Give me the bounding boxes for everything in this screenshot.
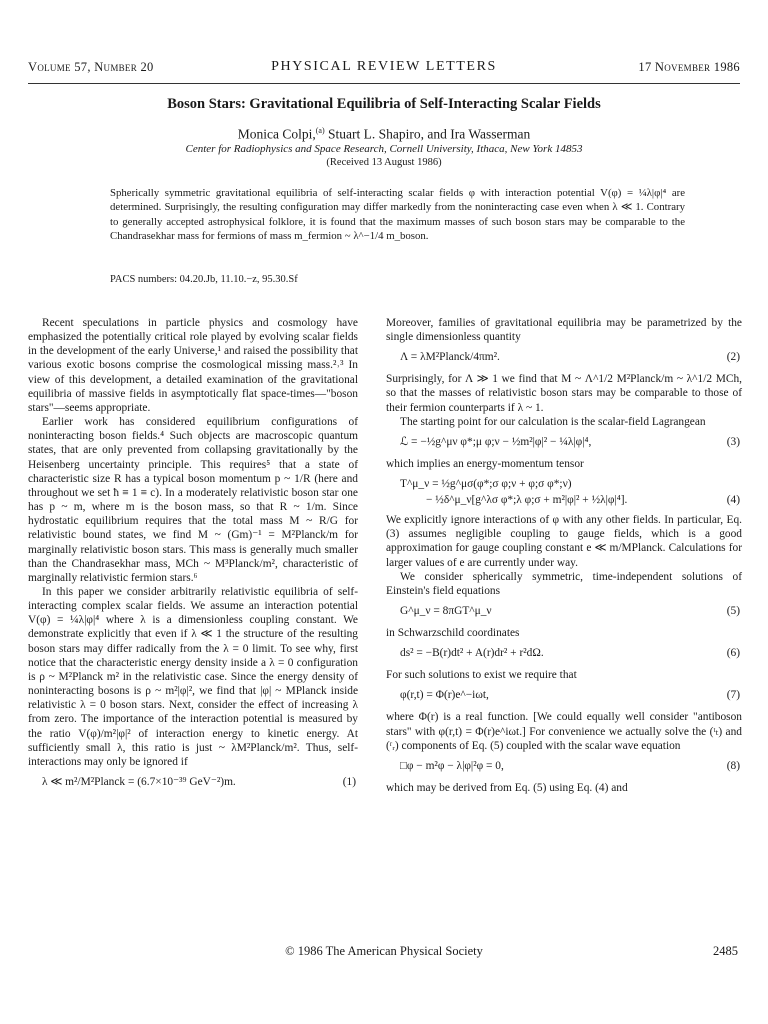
left-column — [28, 316, 358, 926]
running-header — [28, 60, 740, 78]
page-number: 2485 — [713, 944, 738, 958]
paragraph: which may be derived from Eq. (5) using Eq. (4) and — [386, 781, 628, 794]
journal-name: PHYSICAL REVIEW LETTERS — [271, 59, 497, 74]
equation-5 — [386, 600, 742, 624]
equation-6 — [386, 642, 742, 666]
paragraph: in Schwarzschild coordinates — [386, 627, 520, 640]
equation-4 — [386, 473, 742, 511]
equation-number: (8) — [726, 759, 740, 772]
equation-2 — [386, 346, 742, 370]
equation-8 — [386, 755, 742, 779]
equation-expression: ℒ = −½g^μν φ*;μ φ;ν − ½m²|φ|² − ¼λ|φ|⁴, — [400, 435, 592, 448]
paragraph: We consider spherically symmetric, time-independent solutions of Einstein's field equations — [386, 570, 742, 597]
equation-number: (2) — [726, 351, 740, 364]
equation-expression: φ(r,t) = Φ(r)e^−iωt, — [400, 689, 489, 702]
received-date: (Received 13 August 1986) — [326, 157, 442, 168]
equation-expression: T^μ_ν = ½g^μσ(φ*;σ φ;ν + φ;σ φ*;ν) — [400, 478, 572, 491]
equation-number: (3) — [726, 435, 740, 448]
volume-number: Volume 57, Number 20 — [28, 60, 154, 74]
equation-7 — [386, 684, 742, 708]
equation-number: (6) — [726, 647, 740, 660]
equation-3 — [386, 431, 742, 455]
affiliation: Center for Radiophysics and Space Research, Cornell University, Ithaca, New York 14853 — [185, 143, 583, 155]
author-list — [0, 126, 768, 143]
header-rule — [28, 83, 740, 84]
paragraph: In this paper we consider arbitrarily relativistic equilibria of self-interacting complex scalar fields. We assume an interaction potential V(φ) = ¼λ|φ|⁴ where λ is a dimensionless coupling constant. We demonstrate explicitly that even if λ ≪ 1 the structure of the resulting boson stars may differ radically from the λ = 0 limit. To see why, first notice that the characteristic energy density inside a λ = 0 configuration is ρ ~ M²Planck m² in the relativistic case. Since the energy density of noninteracting bosons is ρ ~ m²|φ|², we find that |φ| ~ MPlanck inside relativistic λ = 0 boson stars. Next, consider the effect of increasing λ from zero. The importance of the interaction potential is measured by the ratio V(φ)/m²|φ|² of interaction energy to kinetic energy. At sufficiently small λ, this ratio is just ~ λM²Planck/m². Thus, self-interactions may only be ignored if — [28, 585, 358, 768]
paragraph: Moreover, families of gravitational equilibria may be parametrized by the single dimensionless quantity — [386, 317, 742, 344]
author-first: Monica Colpi, — [237, 126, 316, 142]
paragraph: which implies an energy-momentum tensor — [386, 457, 584, 470]
paragraph: Recent speculations in particle physics and cosmology have emphasized the potentially critical role played by evolving scalar fields in the development of the early Universe,¹ and raised the possibility that various exotic bosons comprise the cosmological missing mass.²˒³ In view of this development, a detailed examination of the gravitational equilibria of massive fields in asymptotically flat space-times—"boson stars"—seems appropriate. — [28, 317, 358, 414]
paragraph: Surprisingly, for Λ ≫ 1 we find that M ~ Λ^1/2 M²Planck/m ~ λ^1/2 MCh, so that the masses of relativistic boson stars may be comparable to those of their fermion counterparts if λ ~ 1. — [386, 373, 742, 414]
copyright-footer: © 1986 The American Physical Society — [285, 944, 483, 958]
equation-expression: Λ = λM²Planck/4πm². — [400, 351, 500, 364]
author-rest: Stuart L. Shapiro, and Ira Wasserman — [324, 126, 531, 142]
equation-expression: λ ≪ m²/M²Planck = (6.7×10⁻³⁹ GeV⁻²)m. — [42, 776, 236, 788]
equation-expression: ds² = −B(r)dt² + A(r)dr² + r²dΩ. — [400, 647, 544, 660]
paragraph: The starting point for our calculation is the scalar-field Lagrangean — [400, 415, 706, 428]
paragraph: Earlier work has considered equilibrium configurations of noninteracting boson fields.⁴ Such objects are macroscopic quantum states, that are only prevented from collapsing gravitationally by the Heisenberg uncertainty principle. This requires⁵ that a state of characteristic size R has a typical boson momentum p ~ 1/R (here and throughout we set ħ ≡ 1 ≡ c). In a moderately relativistic boson star one has p ~ m, where m is the boson mass, so that R ~ 1/m. Since hydrostatic equilibrium requires that the total mass M ~ R/G for relativistic bound states, we find M ~ (Gm)⁻¹ = M²Planck/m for marginally relativistic boson stars. This mass is generally much smaller than the Chandrasekhar mass, MCh ~ M³Planck/m², characteristic of marginally relativistic fermion stars.⁶ — [28, 416, 358, 584]
paragraph: where Φ(r) is a real function. [We could equally well consider "antiboson stars" with φ(r,t) = Φ(r)e^iωt.] For convenience we actually solve the (ᵗₜ) and (ʳᵣ) components of Eq. (5) coupled with the scalar wave equation — [386, 711, 742, 752]
paragraph: We explicitly ignore interactions of φ with any other fields. In particular, Eq. (3) assumes negligible coupling to gauge fields, which is a good approximation for gauge coupling constant e ≪ m/MPlanck. Calculations for larger values of e are currently under way. — [386, 514, 742, 569]
equation-expression: □φ − m²φ − λ|φ|²φ = 0, — [400, 759, 504, 772]
equation-number: (1) — [342, 776, 356, 788]
equation-number: (5) — [726, 605, 740, 618]
article-title: Boson Stars: Gravitational Equilibria of Self-Interacting Scalar Fields — [167, 96, 601, 112]
equation-number: (4) — [726, 494, 740, 507]
paragraph: For such solutions to exist we require that — [386, 669, 577, 682]
abstract: Spherically symmetric gravitational equilibria of self-interacting scalar fields φ with interaction potential V(φ) = ¼λ|φ|⁴ are determined. Surprisingly, the resulting configuration may differ markedly from the noninteracting case even when λ ≪ 1. Contrary to generally accepted astrophysical folklore, it is found that the maximum masses of such boson stars may be comparable to the Chandrasekhar mass for fermions of mass m_fermion ~ λ^−1/4 m_boson. — [110, 187, 685, 243]
issue-date: 17 November 1986 — [638, 60, 740, 74]
equation-expression: G^μ_ν = 8πGT^μ_ν — [400, 605, 492, 618]
pacs-numbers: PACS numbers: 04.20.Jb, 11.10.−z, 95.30.Sf — [110, 274, 298, 285]
right-column — [386, 316, 742, 926]
equation-expression-continued: − ½δ^μ_ν[g^λσ φ*;λ φ;σ + m²|φ|² + ½λ|φ|⁴]. — [426, 494, 628, 507]
author-footnote-mark: (a) — [315, 126, 325, 135]
equation-1 — [28, 771, 358, 795]
equation-number: (7) — [726, 689, 740, 702]
